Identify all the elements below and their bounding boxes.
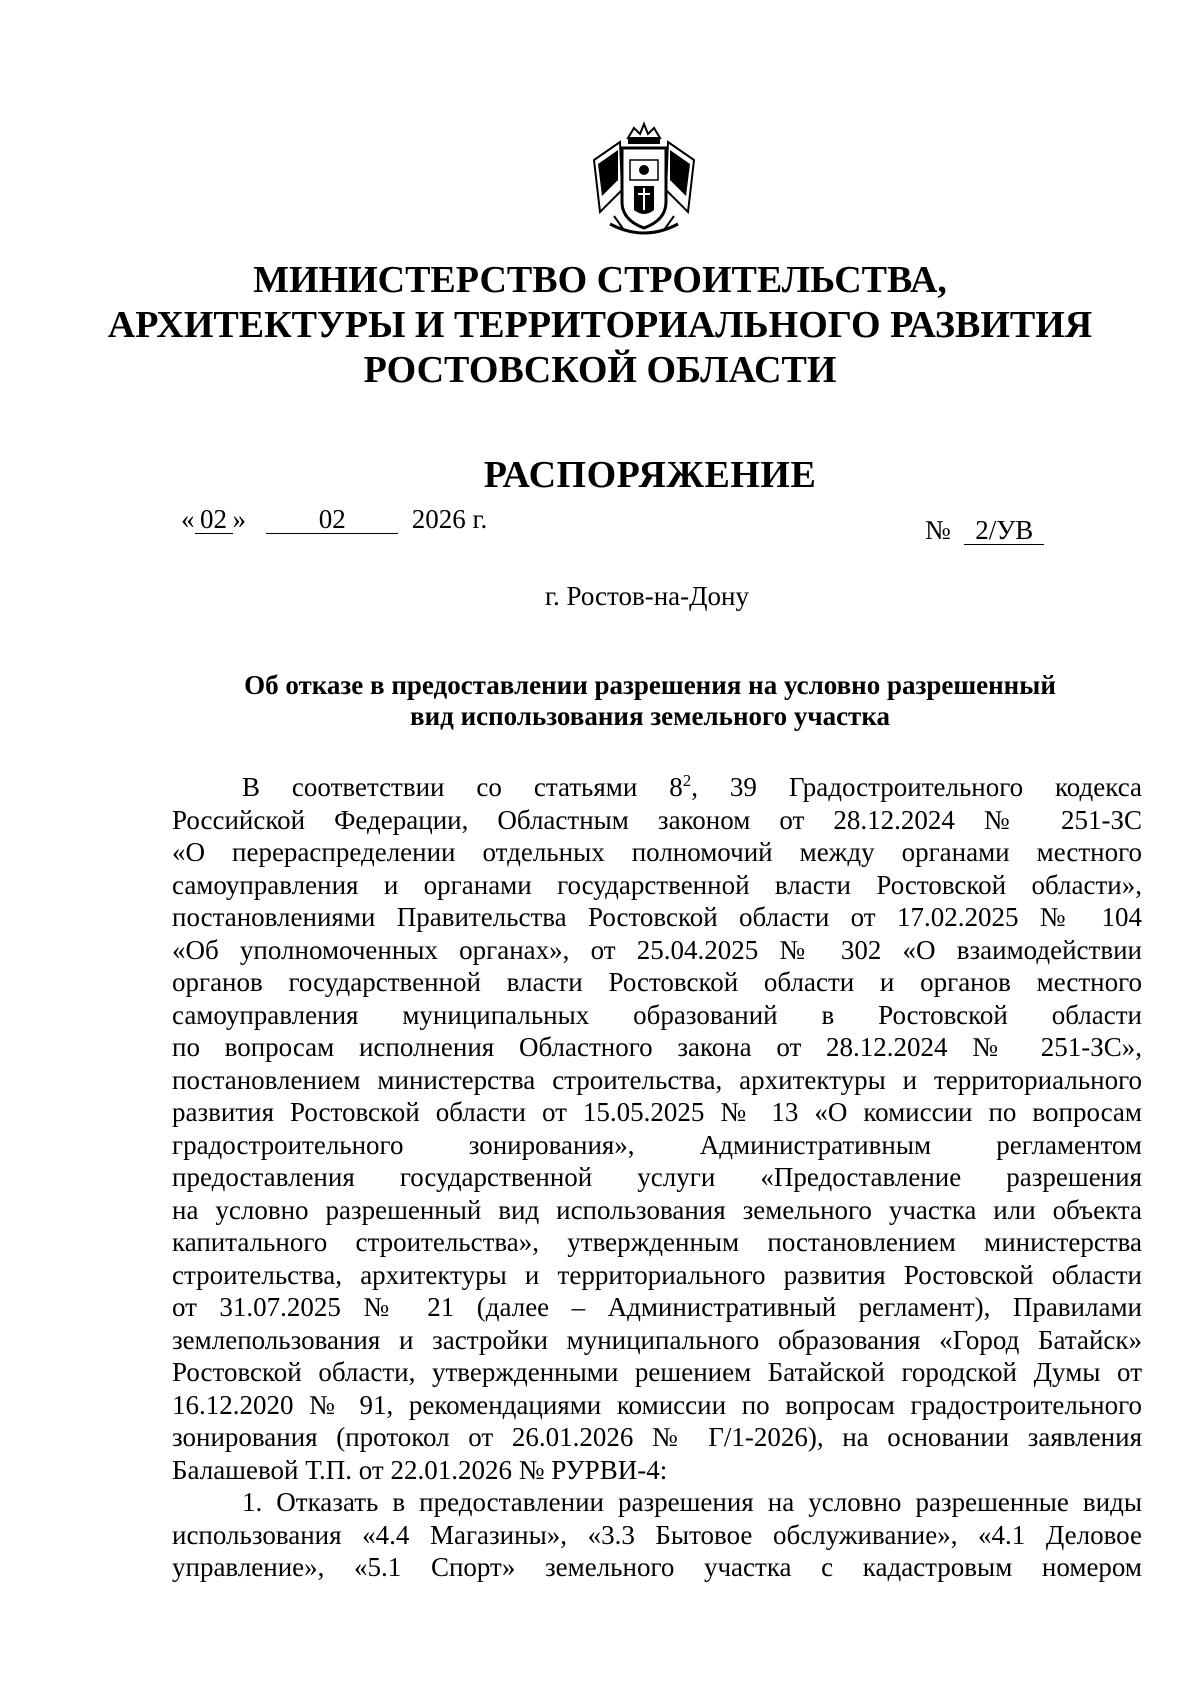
document-date [181,502,487,536]
number-value: 2/УВ [964,517,1044,545]
body-line: постановлениями Правительства Ростовской области от 17.02.2025 № 104 [172,902,1142,932]
document-city: г. Ростов-на-Дону [545,581,750,611]
body-line: «О перераспределении отдельных полномочий между органами местного [172,837,1142,867]
body-line: зонирования (протокол от 26.01.2026 № Г/1-2026), на основании заявления [172,1422,1142,1452]
body-text-fragment: В соответствии со статьями 8 [242,772,683,802]
body-line: 16.12.2020 № 91, рекомендациями комиссии по вопросам градостроительного [172,1389,1142,1420]
body-line: капитального строительства», утвержденным постановлением министерства [172,1227,1142,1257]
body-line: на условно разрешенный вид использования земельного участка или объекта [172,1194,1142,1225]
body-line: использования «4.4 Магазины», «3.3 Бытовое обслуживание», «4.1 Деловое [172,1519,1142,1550]
body-line: строительства, архитектуры и территориального развития Ростовской области [172,1259,1142,1290]
date-month: 02 [266,506,398,534]
body-line: самоуправления муниципальных образований в Ростовской области [172,999,1142,1030]
document-body [172,771,1142,1584]
date-close-quote: » [232,504,246,534]
ministry-name-line-3: РОСТОВСКОЙ ОБЛАСТИ [363,349,837,391]
document-type-title: РАСПОРЯЖЕНИЕ [483,454,817,496]
body-line: по вопросам исполнения Областного закона от 28.12.2024 № 251-ЗС», [172,1032,1142,1062]
number-sign: № [925,515,951,545]
body-text-fragment: , 39 Градостроительного кодекса [691,772,1142,802]
document-subject [170,670,1130,732]
body-line: развития Ростовской области от 15.05.2025 № 13 «О комиссии по вопросам [172,1097,1142,1127]
superscript: 2 [682,771,692,790]
document-number [925,513,1044,547]
body-line: градостроительного зонирования», Административным регламентом [172,1129,1142,1160]
body-line: управление», «5.1 Спорт» земельного участка с кадастровым номером [172,1552,1142,1582]
body-line: Ростовской области, утвержденными решением Батайской городской Думы от [172,1357,1142,1387]
body-line: 1. Отказать в предоставлении разрешения на условно разрешенные виды [242,1487,1142,1517]
body-line: постановлением министерства строительства, архитектуры и территориального [172,1064,1142,1095]
body-line: самоуправления и органами государственной власти Ростовской области», [172,869,1142,900]
body-line: предоставления государственной услуги «Предоставление разрешения [172,1162,1142,1192]
ministry-name [100,258,1100,393]
body-line: Российской Федерации, Областным законом от 28.12.2024 № 251-ЗС [172,804,1142,835]
body-line: Балашевой Т.П. от 22.01.2026 № РУРВИ-4: [172,1454,668,1485]
body-line: «Об уполномоченных органах», от 25.04.2025 № 302 «О взаимодействии [172,934,1142,965]
subject-line-1: Об отказе в предоставлении разрешения на условно разрешенный [244,670,1056,700]
body-line [172,771,1142,804]
date-day: 02 [195,506,233,534]
subject-line-2: вид использования земельного участка [410,701,890,731]
date-open-quote: « [181,504,195,534]
rostov-oblast-coat-of-arms-icon [590,120,698,242]
body-line: от 31.07.2025 № 21 (далее – Административный регламент), Правилами [172,1292,1142,1322]
ministry-name-line-2: АРХИТЕКТУРЫ И ТЕРРИТОРИАЛЬНОГО РАЗВИТИЯ [107,304,1093,346]
date-year: 2026 г. [411,504,488,534]
body-line: землепользования и застройки муниципального образования «Город Батайск» [172,1324,1142,1355]
ministry-name-line-1: МИНИСТЕРСТВО СТРОИТЕЛЬСТВА, [253,259,947,301]
body-line: органов государственной власти Ростовской области и органов местного [172,967,1142,997]
